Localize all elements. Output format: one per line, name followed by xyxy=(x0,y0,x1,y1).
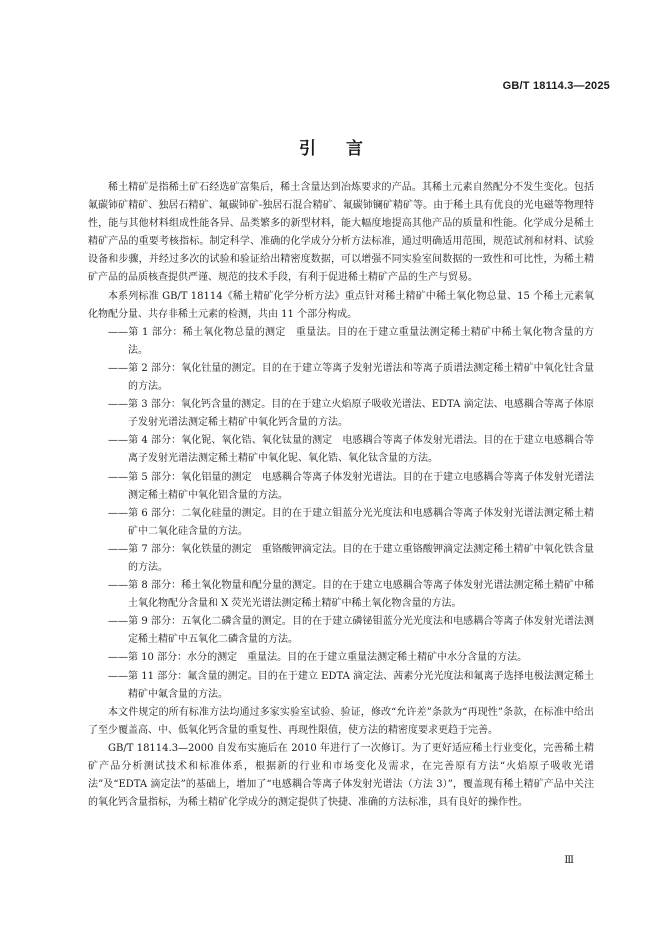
intro-paragraph-2: 本系列标准 GB/T 18114《稀土精矿化学分析方法》重点针对稀土精矿中稀土氧化物总量、15 个稀土元素氧化物配分量、共存非稀土元素的检测，共由 11 个部分构成。 xyxy=(88,290,594,320)
part-item-1: ——第 1 部分：稀土氧化物总量的测定 重量法。目的在于建立重量法测定稀土精矿中稀土氧化物含量的方法。 xyxy=(108,326,594,356)
document-body xyxy=(88,179,594,812)
part-item-9: ——第 9 部分：五氧化二磷含量的测定。目的在于建立磷铋钼蓝分光光度法和电感耦合等离子体发射光谱法测定稀土精矿中五氧化二磷含量的方法。 xyxy=(108,616,594,646)
part-item-7: ——第 7 部分：氧化铁量的测定 重铬酸钾滴定法。目的在于建立重铬酸钾滴定法测定稀土精矿中氧化铁含量的方法。 xyxy=(108,543,594,573)
part-item-2: ——第 2 部分：氧化钍量的测定。目的在于建立等离子发射光谱法和等离子质谱法测定稀土精矿中氧化钍含量的方法。 xyxy=(108,362,594,393)
part-item-6: ——第 6 部分：二氧化硅量的测定。目的在于建立钼蓝分光光度法和电感耦合等离子体发射光谱法测定稀土精矿中二氧化硅含量的方法。 xyxy=(108,507,594,537)
closing-paragraph-1: 本文件规定的所有标准方法均通过多家实验室试验、验证，修改“允许差”条款为“再现性”条款，在标准中给出了至少覆盖高、中、低氧化钙含量的重复性、再现性限值，使方法的精密度要求更趋于完善。 xyxy=(88,706,594,736)
closing-paragraph-2: GB/T 18114.3—2000 自发布实施后在 2010 年进行了一次修订。为了更好适应稀土行业变化，完善稀土精矿产品分析测试技术和标准体系，根据新的行业和市场变化及需求，在完善原有方法“火焰原子吸收光谱法”及“EDTA 滴定法”的基础上，增加了“电感耦合等离子体发射光谱法（方法 3）”，覆盖现有稀土精矿产品中关注的氧化钙含量指标，为稀土精矿化学成分的测定提供了快捷、准确的方法标准，具有良好的操作性。 xyxy=(88,742,594,809)
intro-paragraph-1: 稀土精矿是指稀土矿石经选矿富集后，稀土含量达到冶炼要求的产品。其稀土元素自然配分不发生变化。包括氟碳铈矿精矿、独居石精矿、氟碳铈矿-独居石混合精矿、氟碳铈镧矿精矿等。由于稀土具有优良的光电磁等物理特性，能与其他材料组成性能各异、品类繁多的新型材料，能大幅度地提高其他产品的质量和性能。化学成分是稀土精矿产品的重要考核指标。制定科学、准确的化学成分分析方法标准，通过明确适用范围，规范试剂和材料、试验设备和步骤，并经过多次的试验和验证给出精密度数据，可以增强不同实验室间数据的一致性和可比性，为稀土精矿产品的品质核查提供严谨、规范的技术手段，有利于促进稀土精矿产品的生产与贸易。 xyxy=(88,182,594,284)
part-item-4: ——第 4 部分：氧化铌、氧化锆、氧化钛量的测定 电感耦合等离子体发射光谱法。目的在于建立电感耦合等离子发射光谱法测定稀土精矿中氧化铌、氧化锆、氧化钛含量的方法。 xyxy=(108,435,594,465)
page-number: Ⅲ xyxy=(564,855,574,866)
part-item-8: ——第 8 部分：稀土氧化物量和配分量的测定。目的在于建立电感耦合等离子体发射光谱法测定稀土精矿中稀土氧化物配分含量和 X 荧光光谱法测定稀土精矿中稀土氧化物含量的方法。 xyxy=(108,580,594,610)
standard-number: GB/T 18114.3—2025 xyxy=(502,80,610,92)
page-title: 引言 xyxy=(299,139,393,159)
part-item-10: ——第 10 部分：水分的测定 重量法。目的在于建立重量法测定稀土精矿中水分含量的方法。 xyxy=(108,652,528,664)
part-item-3: ——第 3 部分：氧化钙含量的测定。目的在于建立火焰原子吸收光谱法、EDTA 滴定法、电感耦合等离子体原子发射光谱法测定稀土精矿中氧化钙含量的方法。 xyxy=(108,399,594,429)
part-item-11: ——第 11 部分：氟含量的测定。目的在于建立 EDTA 滴定法、茜素分光光度法和氟离子选择电极法测定稀土精矿中氟含量的方法。 xyxy=(108,670,594,700)
part-item-5: ——第 5 部分：氧化铝量的测定 电感耦合等离子体发射光谱法。目的在于建立电感耦合等离子体发射光谱法测定稀土精矿中氧化铝含量的方法。 xyxy=(108,471,594,501)
